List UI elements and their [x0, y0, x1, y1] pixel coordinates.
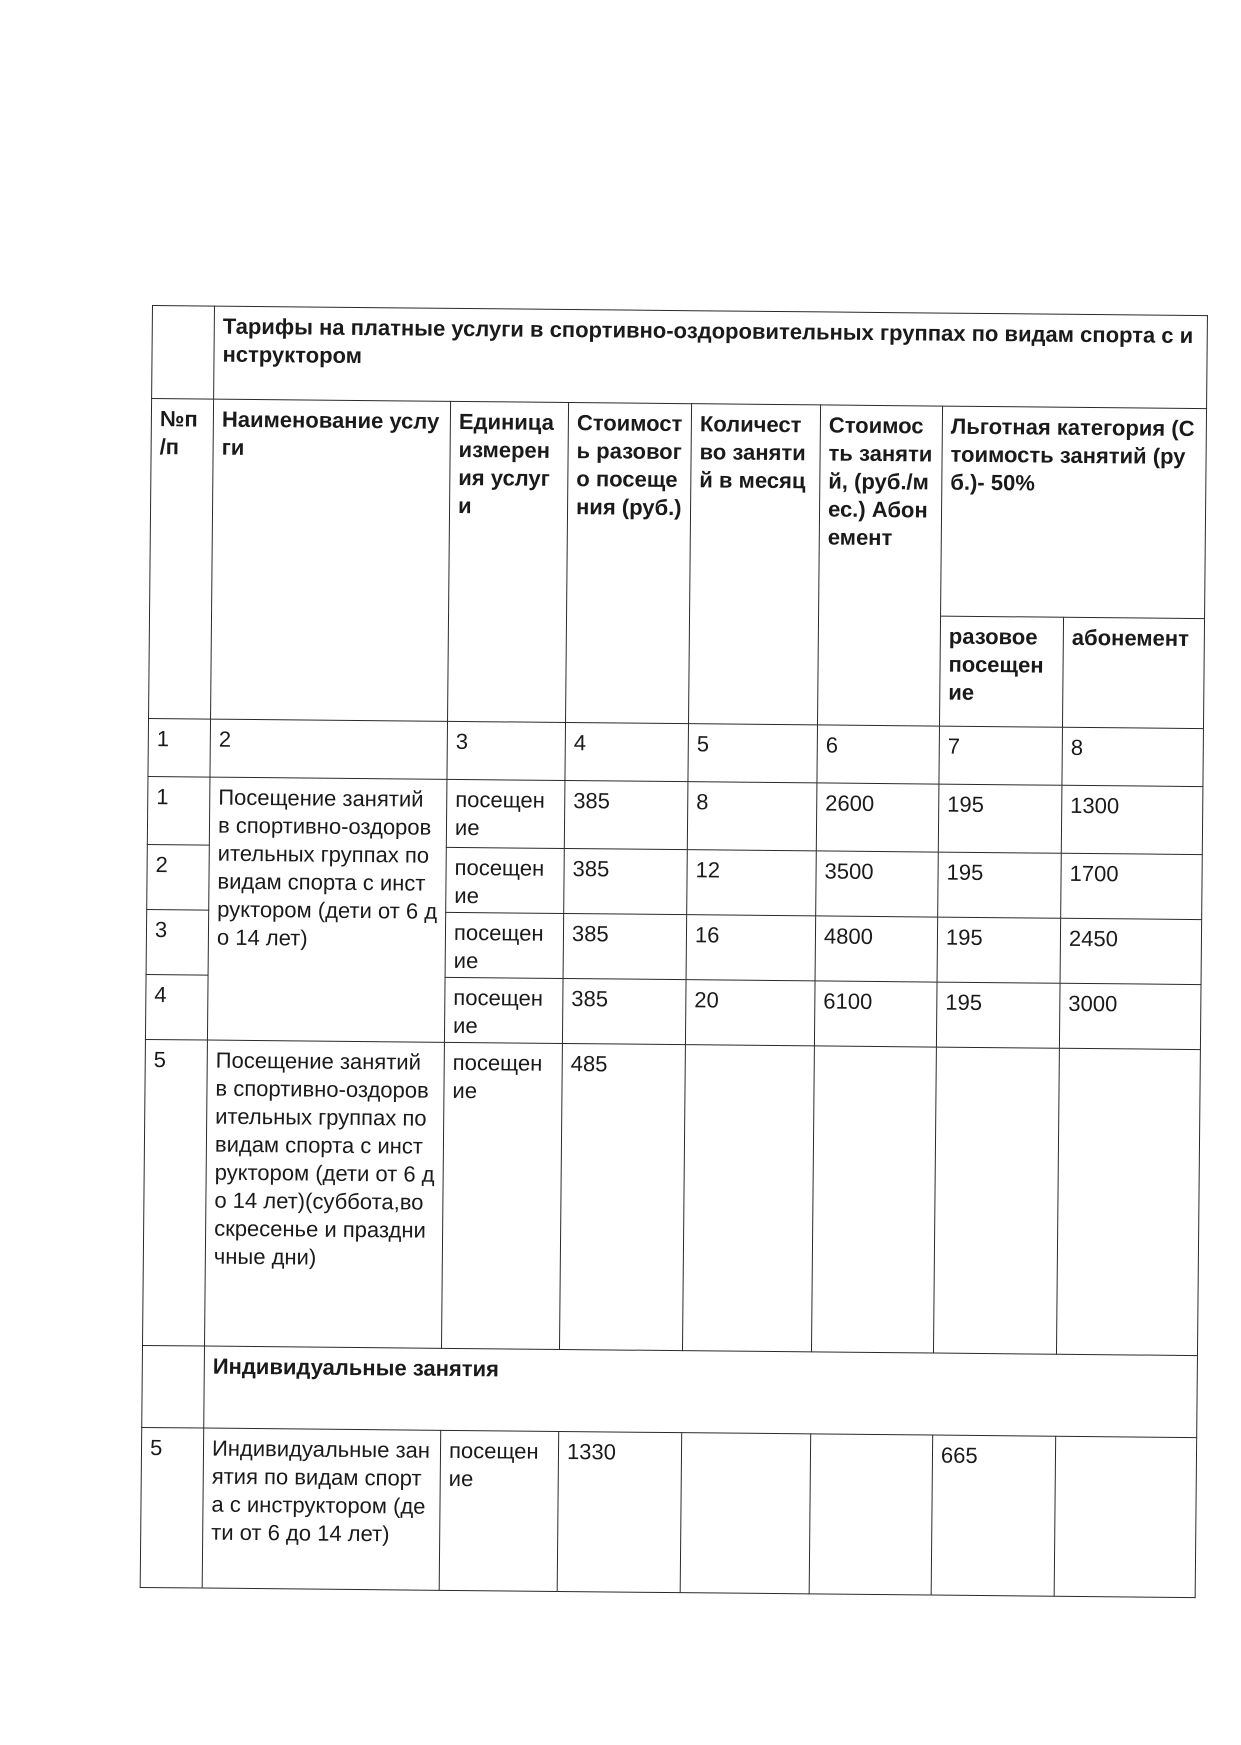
header-monthly-cost: Стоимость занятий, (руб./мес.) Абонемент — [817, 405, 942, 726]
header-row — [150, 399, 1207, 619]
group1-service-name: Посещение занятий в спортивно-оздоровительных группах по видам спорта с инструктором (дети от 6 до 14 лет) — [207, 777, 447, 1042]
row-single-cost: 485 — [559, 1043, 685, 1350]
row-discount-subscription: 2450 — [1060, 918, 1202, 984]
section-empty-cell — [142, 1345, 205, 1428]
col-number: 2 — [210, 719, 448, 779]
row-discount-single: 195 — [936, 982, 1060, 1048]
row-unit: посещение — [444, 977, 563, 1043]
row-num: 5 — [143, 1039, 208, 1346]
header-name: Наименование услуги — [211, 399, 451, 721]
row-num: 5 — [140, 1427, 204, 1588]
col-number: 7 — [939, 726, 1063, 785]
row-count: 16 — [686, 915, 816, 981]
empty-cell — [933, 1047, 1059, 1354]
section-row — [142, 1345, 1198, 1437]
row-discount-subscription: 3000 — [1059, 983, 1201, 1049]
row-count: 20 — [685, 980, 815, 1046]
header-count: Количество занятий в месяц — [689, 404, 821, 725]
row-unit: посещение — [439, 1430, 559, 1591]
row-num: 1 — [147, 776, 210, 845]
empty-cell — [811, 1046, 936, 1353]
row-monthly-cost: 4800 — [815, 916, 938, 982]
row-monthly-cost: 3500 — [816, 851, 939, 917]
row-discount-single: 195 — [938, 784, 1062, 853]
row-discount-single: 665 — [931, 1435, 1056, 1596]
row-single-cost: 385 — [562, 978, 686, 1044]
tariff-table — [140, 305, 1208, 1598]
header-discount: Льготная категория (Стоимость занятий (руб.)- 50% — [941, 406, 1207, 619]
individual-service-name: Индивидуальные занятия по видам спорта с инструктором (дети от 6 до 14 лет) — [202, 1428, 441, 1590]
table-row-individual — [140, 1427, 1197, 1597]
row-discount-subscription: 1300 — [1061, 785, 1203, 854]
empty-cell — [809, 1434, 933, 1595]
row-discount-single: 195 — [937, 917, 1061, 983]
row-monthly-cost: 6100 — [814, 981, 937, 1047]
column-number-row — [148, 718, 1204, 786]
col-number: 5 — [688, 724, 818, 783]
section-individual-title: Индивидуальные занятия — [204, 1346, 1198, 1438]
row-unit: посещение — [441, 1042, 562, 1349]
row-unit: посещение — [446, 847, 565, 913]
table-row — [147, 776, 1203, 854]
header-discount-single: разовое посещение — [939, 616, 1063, 727]
empty-cell — [1054, 1436, 1197, 1597]
col-number: 4 — [565, 722, 689, 781]
col-number: 1 — [148, 718, 211, 777]
table-title: Тарифы на платные услуги в спортивно-оздоровительных группах по видам спорта с инструктором — [214, 306, 1208, 409]
empty-cell — [1056, 1048, 1200, 1355]
col-number: 8 — [1062, 727, 1204, 786]
row-discount-subscription: 1700 — [1061, 853, 1203, 919]
title-row — [152, 306, 1208, 409]
row-single-cost: 1330 — [557, 1431, 682, 1592]
table-row-weekend — [143, 1039, 1201, 1355]
header-unit: Единица измерения услуги — [448, 401, 569, 722]
header-discount-subscription: абонемент — [1062, 617, 1204, 728]
row-discount-single: 195 — [938, 852, 1062, 918]
row-unit: посещение — [446, 779, 565, 848]
weekend-service-name: Посещение занятий в спортивно-оздоровительных группах по видам спорта с инструктором (дети от 6 до 14 лет)(суббота,воскресенье и праздничные дни) — [205, 1040, 445, 1348]
row-single-cost: 385 — [563, 913, 687, 979]
col-number: 3 — [447, 721, 566, 780]
row-single-cost: 385 — [564, 848, 688, 914]
row-monthly-cost: 2600 — [816, 783, 939, 852]
row-num: 2 — [147, 844, 210, 910]
row-num: 3 — [146, 909, 209, 975]
row-unit: посещение — [445, 912, 564, 978]
empty-cell — [680, 1433, 811, 1594]
empty-cell — [682, 1045, 814, 1352]
row-single-cost: 385 — [564, 780, 688, 849]
row-count: 8 — [687, 782, 817, 851]
row-num: 4 — [145, 974, 208, 1040]
row-count: 12 — [687, 850, 817, 916]
header-single-cost: Стоимость разового посещения (руб.) — [566, 403, 692, 724]
header-num: №п /п — [149, 399, 214, 720]
title-empty-cell — [152, 306, 215, 400]
col-number: 6 — [817, 725, 940, 784]
